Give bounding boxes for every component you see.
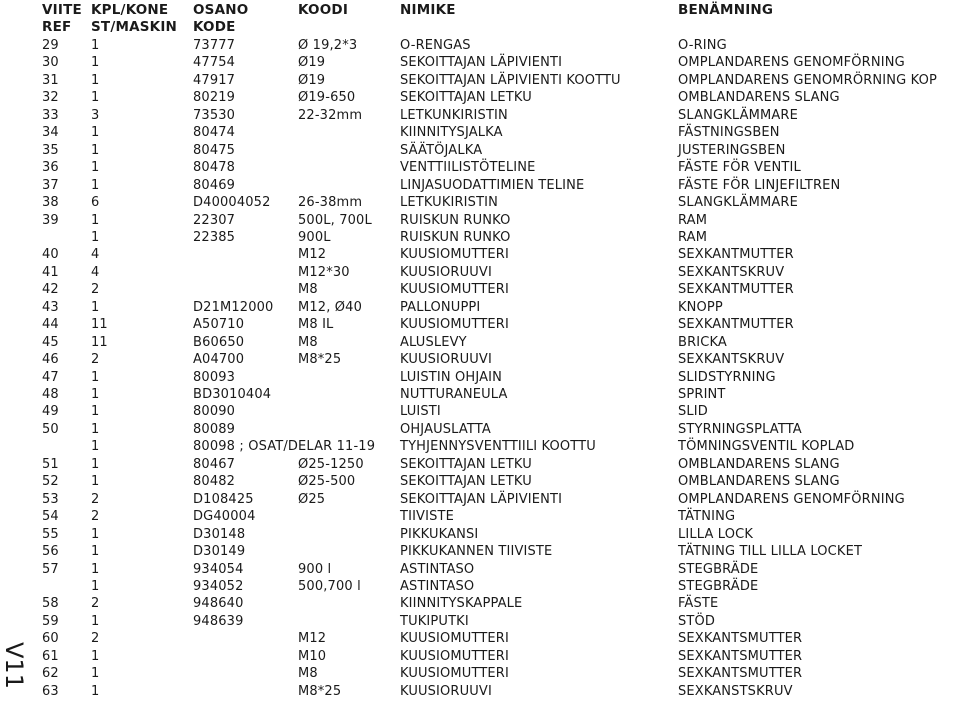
cell-part: 47917 [193, 72, 236, 88]
cell-part: DG40004 [193, 509, 256, 525]
cell-part: 80475 [193, 142, 236, 158]
cell-fi: PALLONUPPI [400, 299, 481, 315]
cell-fi: OHJAUSLATTA [400, 421, 491, 437]
cell-ref: 33 [42, 107, 59, 123]
cell-ref: 62 [42, 666, 59, 682]
header-code-line1: KOODI [298, 2, 349, 18]
cell-sv: STÖD [678, 613, 716, 629]
cell-ref: 43 [42, 299, 59, 315]
cell-qty: 2 [91, 282, 100, 298]
cell-sv: RAM [678, 212, 708, 228]
header-part-no [193, 2, 248, 38]
cell-fi: SÄÄTÖJALKA [400, 142, 483, 158]
cell-sv: BRICKA [678, 334, 727, 350]
cell-qty: 2 [91, 352, 100, 368]
cell-ref: 44 [42, 317, 59, 333]
cell-ref: 39 [42, 212, 59, 228]
cell-ref: 59 [42, 613, 59, 629]
cell-sv: FÄSTE FÖR VENTIL [678, 160, 801, 176]
cell-fi: KUUSIOMUTTERI [400, 631, 509, 647]
cell-part: 934052 [193, 578, 244, 594]
cell-ref: 48 [42, 387, 59, 402]
cell-fi: TYHJENNYSVENTTIILI KOOTTU [400, 439, 596, 455]
cell-qty: 4 [91, 264, 100, 280]
header-name-sv [678, 2, 773, 38]
cell-fi: PIKKUKANSI [400, 526, 479, 542]
cell-ref: 32 [42, 90, 59, 106]
cell-fi: KUUSIORUUVI [400, 683, 492, 699]
cell-qty: 1 [91, 456, 100, 472]
cell-fi: KUUSIOMUTTERI [400, 317, 509, 333]
cell-fi: LETKUNKIRISTIN [400, 107, 508, 123]
cell-part: D30149 [193, 544, 246, 560]
cell-fi: TUKIPUTKI [400, 613, 469, 629]
cell-fi: KIINNITYSKAPPALE [400, 596, 523, 612]
cell-part: 80482 [193, 474, 236, 490]
page-side-label: V11 [0, 642, 28, 689]
cell-fi: VENTTIILISTÖTELINE [400, 160, 536, 176]
table-row [0, 403, 960, 421]
cell-fi: LUISTI [400, 404, 441, 420]
cell-sv: SEXKANTSKRUV [678, 352, 785, 368]
cell-sv: STYRNINGSPLATTA [678, 421, 802, 437]
cell-sv: SLANGKLÄMMARE [678, 195, 798, 211]
cell-fi: ASTINTASO [400, 578, 475, 594]
table-row [0, 630, 960, 648]
cell-code: Ø19 [298, 55, 326, 71]
cell-ref: 54 [42, 509, 59, 525]
table-row [0, 212, 960, 230]
cell-part: 80093 [193, 369, 236, 385]
cell-fi: LUISTIN OHJAIN [400, 369, 502, 385]
cell-sv: LILLA LOCK [678, 526, 753, 542]
table-row [0, 246, 960, 264]
header-code [298, 2, 348, 38]
cell-fi: SEKOITTAJAN LÄPIVIENTI [400, 491, 563, 507]
cell-code: M10 [298, 648, 327, 664]
header-ref-line1: VIITE [42, 2, 82, 18]
cell-sv: SEXKANTSMUTTER [678, 631, 803, 647]
cell-sv: OMPLANDARENS GENOMFÖRNING [678, 55, 905, 71]
table-row [0, 299, 960, 317]
cell-qty: 1 [91, 666, 100, 682]
table-row [0, 456, 960, 474]
cell-qty: 1 [91, 212, 100, 228]
cell-ref: 46 [42, 352, 59, 368]
cell-part: A50710 [193, 317, 245, 333]
cell-fi: LINJASUODATTIMIEN TELINE [400, 177, 585, 193]
cell-qty: 1 [91, 387, 100, 402]
cell-sv: KNOPP [678, 299, 723, 315]
cell-qty: 1 [91, 160, 100, 176]
cell-part: D108425 [193, 491, 254, 507]
cell-fi: NUTTURANEULA [400, 387, 508, 402]
cell-code: 26-38mm [298, 195, 363, 211]
table-row [0, 334, 960, 352]
cell-ref: 50 [42, 421, 59, 437]
cell-fi: RUISKUN RUNKO [400, 229, 511, 245]
cell-code: M12*30 [298, 264, 350, 280]
cell-sv: FÄSTE [678, 596, 719, 612]
cell-qty: 1 [91, 90, 100, 106]
cell-qty: 1 [91, 404, 100, 420]
cell-qty: 1 [91, 578, 100, 594]
table-row [0, 142, 960, 160]
cell-qty: 1 [91, 142, 100, 158]
cell-code: M8*25 [298, 683, 342, 699]
cell-ref: 52 [42, 474, 59, 490]
cell-ref: 40 [42, 247, 59, 263]
table-row [0, 683, 960, 701]
table-row [0, 491, 960, 509]
cell-part: A04700 [193, 352, 245, 368]
cell-code: Ø25-500 [298, 474, 356, 490]
cell-part: 80474 [193, 125, 236, 141]
cell-part: 73530 [193, 107, 236, 123]
cell-sv: SEXKANTMUTTER [678, 247, 794, 263]
table-row [0, 229, 960, 247]
table-row [0, 351, 960, 369]
table-row [0, 508, 960, 526]
cell-ref: 58 [42, 596, 59, 612]
cell-part: 80219 [193, 90, 236, 106]
cell-ref: 34 [42, 125, 59, 141]
cell-code: Ø19 [298, 72, 326, 88]
cell-ref: 47 [42, 369, 59, 385]
cell-code: 500L, 700L [298, 212, 372, 228]
header-qty-line1: KPL/KONE [91, 2, 169, 18]
table-row [0, 72, 960, 90]
cell-part: 47754 [193, 55, 236, 71]
header-part-line1: OSANO [193, 2, 249, 18]
table-row [0, 561, 960, 579]
cell-qty: 1 [91, 561, 100, 577]
header-ref-line2: REF [42, 19, 72, 35]
cell-sv: OMPLANDARENS GENOMFÖRNING [678, 491, 905, 507]
cell-ref: 60 [42, 631, 59, 647]
cell-ref: 49 [42, 404, 59, 420]
header-name-fi [400, 2, 456, 38]
cell-fi: ASTINTASO [400, 561, 475, 577]
cell-code: M8*25 [298, 352, 342, 368]
cell-qty: 2 [91, 491, 100, 507]
table-row [0, 159, 960, 177]
cell-qty: 6 [91, 195, 100, 211]
cell-part: 80090 [193, 404, 236, 420]
header-part-line2: KODE [193, 19, 236, 35]
cell-sv: RAM [678, 229, 708, 245]
cell-fi: KUUSIOMUTTERI [400, 247, 509, 263]
cell-sv: OMBLANDARENS SLANG [678, 474, 840, 490]
table-row [0, 124, 960, 142]
cell-sv: SEXKANTMUTTER [678, 317, 794, 333]
cell-qty: 1 [91, 474, 100, 490]
cell-qty: 1 [91, 177, 100, 193]
cell-ref: 53 [42, 491, 59, 507]
cell-fi: KUUSIOMUTTERI [400, 666, 509, 682]
cell-sv: SEXKANTSMUTTER [678, 648, 803, 664]
cell-sv: OMBLANDARENS SLANG [678, 456, 840, 472]
cell-fi: O-RENGAS [400, 38, 471, 53]
cell-fi: LETKUKIRISTIN [400, 195, 499, 211]
cell-sv: OMBLANDARENS SLANG [678, 90, 840, 106]
cell-fi: KIINNITYSJALKA [400, 125, 503, 141]
cell-qty: 2 [91, 631, 100, 647]
cell-sv: SEXKANTMUTTER [678, 282, 794, 298]
cell-fi: SEKOITTAJAN LETKU [400, 90, 532, 106]
cell-sv: SPRINT [678, 387, 726, 402]
table-row [0, 107, 960, 125]
cell-part: 934054 [193, 561, 244, 577]
cell-sv: O-RING [678, 38, 727, 53]
table-row [0, 543, 960, 561]
cell-sv: STEGBRÄDE [678, 561, 759, 577]
cell-ref: 61 [42, 648, 59, 664]
cell-qty: 1 [91, 526, 100, 542]
table-row [0, 54, 960, 72]
cell-sv: SEXKANSTSKRUV [678, 683, 793, 699]
cell-sv: TÖMNINGSVENTIL KOPLAD [678, 439, 855, 455]
cell-part: 22307 [193, 212, 236, 228]
table-row [0, 264, 960, 282]
cell-sv: JUSTERINGSBEN [678, 142, 786, 158]
header-fi-line1: NIMIKE [400, 2, 456, 18]
cell-part: 80098 ; OSAT/DELAR 11-19 [193, 439, 376, 455]
cell-part: B60650 [193, 334, 245, 350]
cell-fi: KUUSIORUUVI [400, 264, 492, 280]
cell-qty: 1 [91, 125, 100, 141]
cell-code: M12 [298, 247, 327, 263]
cell-ref: 30 [42, 55, 59, 71]
cell-fi: KUUSIOMUTTERI [400, 282, 509, 298]
cell-code: M8 [298, 334, 318, 350]
cell-part: BD3010404 [193, 387, 272, 402]
cell-sv: OMPLANDARENS GENOMRÖRNING KOP [678, 72, 937, 88]
cell-sv: SLID [678, 404, 708, 420]
cell-qty: 4 [91, 247, 100, 263]
cell-ref: 55 [42, 526, 59, 542]
cell-part: D30148 [193, 526, 246, 542]
cell-qty: 1 [91, 55, 100, 71]
cell-code: M12 [298, 631, 327, 647]
cell-part: D40004052 [193, 195, 271, 211]
cell-code: M12, Ø40 [298, 299, 362, 315]
cell-code: 900 l [298, 561, 332, 577]
cell-sv: SEXKANTSMUTTER [678, 666, 803, 682]
cell-part: 80089 [193, 421, 236, 437]
cell-sv: FÄSTNINGSBEN [678, 125, 780, 141]
table-row [0, 595, 960, 613]
cell-fi: SEKOITTAJAN LÄPIVIENTI KOOTTU [400, 72, 621, 88]
cell-sv: TÄTNING [678, 509, 736, 525]
cell-code: 500,700 l [298, 578, 361, 594]
cell-qty: 1 [91, 544, 100, 560]
cell-sv: FÄSTE FÖR LINJEFILTREN [678, 177, 841, 193]
cell-qty: 1 [91, 38, 100, 53]
cell-qty: 11 [91, 317, 108, 333]
cell-part: 80478 [193, 160, 236, 176]
cell-qty: 1 [91, 229, 100, 245]
table-row [0, 421, 960, 439]
cell-ref: 45 [42, 334, 59, 350]
table-row [0, 578, 960, 596]
cell-ref: 35 [42, 142, 59, 158]
cell-code: M8 [298, 282, 318, 298]
cell-fi: SEKOITTAJAN LETKU [400, 456, 532, 472]
cell-ref: 42 [42, 282, 59, 298]
cell-qty: 2 [91, 509, 100, 525]
table-row [0, 369, 960, 387]
cell-sv: SEXKANTSKRUV [678, 264, 785, 280]
cell-sv: STEGBRÄDE [678, 578, 759, 594]
table-row [0, 316, 960, 334]
cell-fi: KUUSIORUUVI [400, 352, 492, 368]
cell-ref: 56 [42, 544, 59, 560]
table-row [0, 194, 960, 212]
cell-qty: 1 [91, 421, 100, 437]
cell-code: Ø25 [298, 491, 326, 507]
cell-qty: 11 [91, 334, 108, 350]
cell-code: Ø19-650 [298, 90, 356, 106]
header-qty [91, 2, 177, 38]
table-row [0, 473, 960, 491]
cell-qty: 1 [91, 648, 100, 664]
cell-qty: 3 [91, 107, 100, 123]
cell-qty: 1 [91, 683, 100, 699]
cell-fi: KUUSIOMUTTERI [400, 648, 509, 664]
table-row [0, 438, 960, 456]
header-sv-line1: BENÄMNING [678, 2, 774, 18]
cell-ref: 51 [42, 456, 59, 472]
cell-part: 80467 [193, 456, 236, 472]
header-ref [42, 2, 82, 38]
cell-sv: SLIDSTYRNING [678, 369, 776, 385]
table-row [0, 526, 960, 544]
cell-code: Ø 19,2*3 [298, 38, 358, 53]
table-row [0, 89, 960, 107]
table-row [0, 37, 960, 55]
cell-fi: PIKKUKANNEN TIIVISTE [400, 544, 553, 560]
cell-qty: 1 [91, 369, 100, 385]
cell-qty: 1 [91, 299, 100, 315]
cell-qty: 1 [91, 72, 100, 88]
cell-sv: TÄTNING TILL LILLA LOCKET [678, 544, 863, 560]
table-row [0, 648, 960, 666]
cell-qty: 2 [91, 596, 100, 612]
cell-part: 73777 [193, 38, 236, 53]
cell-ref: 38 [42, 195, 59, 211]
cell-fi: SEKOITTAJAN LETKU [400, 474, 532, 490]
cell-sv: SLANGKLÄMMARE [678, 107, 798, 123]
cell-qty: 1 [91, 613, 100, 629]
cell-ref: 63 [42, 683, 59, 699]
cell-code: Ø25-1250 [298, 456, 364, 472]
cell-fi: SEKOITTAJAN LÄPIVIENTI [400, 55, 563, 71]
table-row [0, 281, 960, 299]
cell-qty: 1 [91, 439, 100, 455]
cell-code: M8 IL [298, 317, 334, 333]
cell-part: 948639 [193, 613, 244, 629]
cell-part: 22385 [193, 229, 236, 245]
cell-ref: 41 [42, 264, 59, 280]
header-qty-line2: ST/MASKIN [91, 19, 178, 35]
cell-part: D21M12000 [193, 299, 274, 315]
cell-ref: 36 [42, 160, 59, 176]
cell-ref: 37 [42, 177, 59, 193]
table-row [0, 613, 960, 631]
cell-ref: 57 [42, 561, 59, 577]
cell-part: 80469 [193, 177, 236, 193]
cell-fi: ALUSLEVY [400, 334, 467, 350]
cell-code: M8 [298, 666, 318, 682]
cell-part: 948640 [193, 596, 244, 612]
table-row [0, 177, 960, 195]
cell-ref: 31 [42, 72, 59, 88]
cell-fi: TIIVISTE [400, 509, 454, 525]
table-row [0, 386, 960, 404]
cell-fi: RUISKUN RUNKO [400, 212, 511, 228]
cell-ref: 29 [42, 38, 59, 53]
cell-code: 22-32mm [298, 107, 363, 123]
table-row [0, 665, 960, 683]
cell-code: 900L [298, 229, 331, 245]
